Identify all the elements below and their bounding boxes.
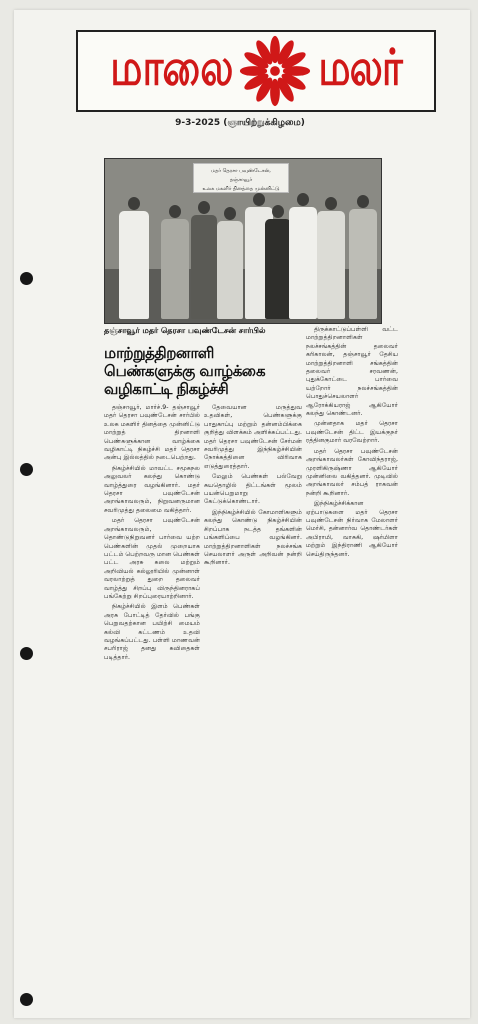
punch-hole: [20, 272, 33, 285]
article-paragraph: நிகழ்ச்சியில் இளம் பெண்கள் அரசு போட்டித் தேர்வில் பங்கு பெறுவதற்கான பயிற்சி மையம் கல்வி கட்டணம் உதவி வழங்கப்பட்டது. பள்ளி மாணவன் சபரிராஜ் தனது கவிதைகள் படித்தார்.: [104, 603, 200, 661]
person-figure: [161, 205, 189, 319]
punch-hole: [20, 993, 33, 1006]
person-figure: [317, 197, 345, 319]
photo-caption: தஞ்சாவூர் மதர் தெரசா பவுண்டேசன் சார்பில்: [104, 326, 266, 335]
flower-logo-icon: [236, 32, 314, 110]
article-paragraph: மேலும் பெண்கள் பல்வேறு சுயதொழில் திட்டங்கள் மூலம் பயன்பெறுமாறு கேட்டுக்கொண்டார்.: [204, 473, 302, 506]
masthead-title-left: மாலை: [110, 39, 233, 97]
person-figure: [217, 207, 243, 319]
person-figure: [191, 201, 217, 319]
article-paragraph: இந்நிகழ்ச்சியில் கோமாளிகளும் கலந்து கொண்டு நிகழ்ச்சியின் சிறப்பாக நடத்த தங்களின் பங்களிப்பை வழங்கினர். மாற்றுத்திறனாளிகள் நலச்சங்க செயலாளர் அருள் அறிவன் நன்றி கூறினார்.: [204, 508, 302, 567]
punch-hole: [20, 647, 33, 660]
article-column-2: [204, 404, 302, 704]
person-figure: [349, 195, 377, 319]
person-figure: [289, 193, 317, 319]
photo-banner: [193, 163, 289, 193]
person-figure: [119, 197, 149, 319]
article-column-3: [306, 326, 398, 726]
article-paragraph: நிகழ்ச்சியில் மாவட்ட சமூகநல அலுவலர் கலந்து கொண்டு வாழ்த்துரை வழங்கினார். மதர் தெரசா பவுண்டேசன் அறங்காவலரும், நிறுவனருமான சவரிமுத்து தலைமை வகித்தார்.: [104, 464, 200, 514]
article-paragraph: தஞ்சாவூர், மார்ச்.9- தஞ்சாவூர் மதர் தெரசா பவுண்டேசன் சார்பில் உலக மகளிர் தினத்தை முன்னிட்டு மாற்றுத் திறனாளி பெண்களுக்கான வாழ்க்கை வழிகாட்டி நிகழ்ச்சி மதர் தெரசா அன்பு இல்லத்தில் நடைபெற்றது.: [104, 404, 200, 462]
person-figure: [265, 205, 291, 319]
banner-line: தஞ்சாவூர்: [229, 177, 253, 183]
article-paragraph: திருக்காட்டுப்பள்ளி வட்ட மாற்றுத்திறனாளிகள் நலச்சங்கத்தின் தலைவர் கரிகாலன், தஞ்சாவூர் தேசிய மாற்றுத்திறனாளி சங்கத்தின் தலைவர் சரவணன், புதுக்கோட்டை பார்வை யற்றோர் நலச்சங்கத்தின் பொதுச்செயலாளர் ஆரோக்கியராஜ் ஆகியோர் கலந்து கொண்டனர்.: [306, 326, 398, 418]
article-paragraph: இந்நிகழ்ச்சிக்கான ஏற்பாடுகளை மதர் தெரசா பவுண்டேசன் நிர்வாக மேலாளர் மெர்சி, தன்னார்வ தொண்டர்கள் அபிராமி, வாசுகி, ஷர்மிளா மற்றும் இந்திராணி ஆகியோர் செய்திருந்தனர்.: [306, 500, 398, 558]
punch-hole: [20, 463, 33, 476]
article-column-1: [104, 404, 200, 1008]
event-photo: [104, 158, 382, 324]
article-headline: மாற்றுத்திறனாளி பெண்களுக்கு வாழ்க்கை வழிகாட்டி நிகழ்ச்சி: [104, 344, 266, 398]
banner-line: மதர் தெரசா பவுண்டேசன்,: [211, 168, 271, 174]
masthead-title-right: மலர்: [318, 39, 402, 97]
article-paragraph: முன்னதாக மதர் தெரசா பவுண்டேசன் திட்ட இயக்குநர் ரத்தினகுமார் வரவேற்றார்.: [306, 420, 398, 445]
article-paragraph: மதர் தெரசா பவுண்டேசன் அறங்காவலரும், தொண்டுநிறுவனர் பார்வை யற்ற பெண்களின் முதல் முறையாக பட்டம் பெற்றவரு மான பெண்கள் பட்ட அரசு கலை மற்றும் அறிவியல் கல்லூரியில் முன்னாள் வரலாற்றுத் துறை தலைவர் வாழ்த்து சிறப்பு விருந்தினராகப் பங்கேற்று சிறப்புரையாற்றினார்.: [104, 517, 200, 600]
edition-date: 9-3-2025 (ஞாயிற்றுக்கிழமை): [175, 118, 305, 128]
article-paragraph: மதர் தெரசா பவுண்டேசன் அறங்காவலர்கள் கோவிந்தராஜ், முரளிகிருஷ்ணா ஆகியோர் முன்னிலை வகித்தனர். முடிவில் அறங்காவலர் சம்பத் ராகவன் நன்றி கூறினார்.: [306, 447, 398, 497]
article-paragraph: தேவையான மருத்துவ உதவிகள், பெண்களுக்கு பாதுகாப்பு மற்றும் தன்னம்பிக்கை குறித்து விளக்கம் அளிக்கப்பட்டது. மதர் தெரசா பவுண்டேசன் சேர்மன் சவரிமுத்து இந்நிகழ்ச்சியின் நோக்கத்தினை விரிவாக எடுத்துரைத்தார்.: [204, 404, 302, 470]
banner-line: உலக மகளிர் தினத்தை முன்னிட்டு: [202, 186, 280, 192]
masthead: [76, 30, 436, 112]
